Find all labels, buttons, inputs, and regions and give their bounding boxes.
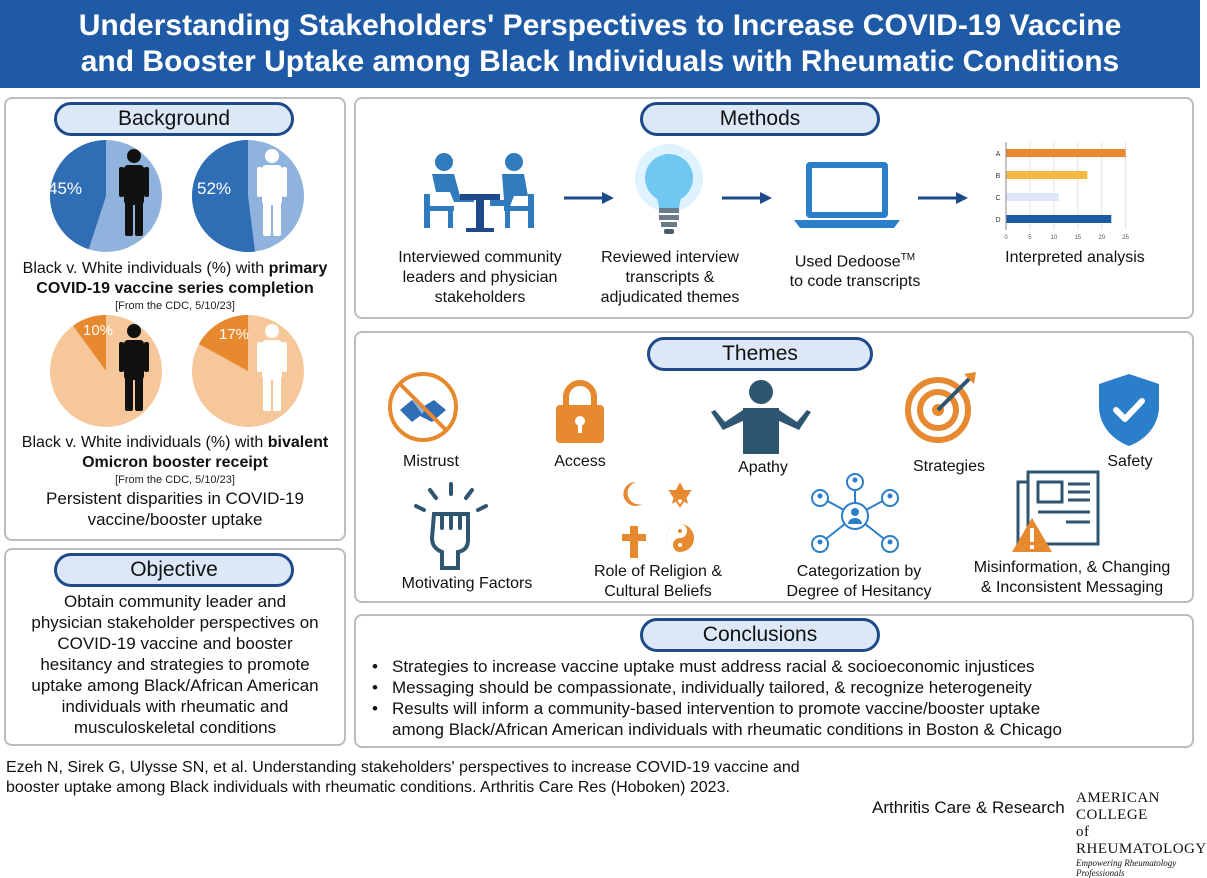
interview-icon xyxy=(416,150,544,232)
booster-source: [From the CDC, 5/10/23] xyxy=(115,474,235,486)
conclusion-item: • Strategies to increase vaccine uptake must address racial & socioeconomic injustices xyxy=(366,656,1186,677)
conclusions-heading: Conclusions xyxy=(640,618,880,652)
title-line-1: Understanding Stakeholders' Perspectives to Increase COVID-19 Vaccine xyxy=(78,9,1122,42)
theme-apathy: Apathy xyxy=(738,459,788,476)
bar xyxy=(1006,149,1126,157)
theme-misinformation: Misinformation, & Changing & Inconsistent Messaging xyxy=(973,559,1171,596)
acr-logo xyxy=(1076,790,1207,878)
acr-logo-line-1: AMERICAN COLLEGE xyxy=(1076,790,1161,823)
booster-caption: Black v. White individuals (%) with bivalent Omicron booster receipt xyxy=(21,434,329,471)
black-booster-pct-label: 10% xyxy=(82,322,114,339)
method-step-dedoose: Used Dedoose™ to code transcripts xyxy=(789,252,921,291)
theme-mistrust: Mistrust xyxy=(403,453,459,470)
category-label: C xyxy=(995,195,1001,202)
citation: Ezeh N, Sirek G, Ulysse SN, et al. Understanding stakeholders' perspectives to increase COVID-19 vaccine and booster uptake among Black individuals with rheumatic conditions. Arthritis Care Res (Hoboken) 2023. xyxy=(6,759,800,796)
theme-religion: Role of Religion & Cultural Beliefs xyxy=(593,563,723,600)
tick-label: 5 xyxy=(1028,235,1032,241)
network-people-icon xyxy=(810,472,900,558)
methods-heading: Methods xyxy=(640,102,880,136)
background-conclusion: Persistent disparities in COVID-19 vaccine/booster uptake xyxy=(46,489,304,529)
analysis-bar-chart-icon xyxy=(986,138,1146,241)
acr-logo-tagline: Empowering Rheumatology Professionals xyxy=(1076,858,1177,878)
method-step-analysis: Interpreted analysis xyxy=(1005,249,1145,266)
primary-source: [From the CDC, 5/10/23] xyxy=(115,300,235,312)
lock-icon xyxy=(552,377,608,445)
arrow-icon xyxy=(918,190,968,206)
laptop-icon xyxy=(792,160,902,230)
raised-fist-icon xyxy=(408,480,494,570)
objective-heading: Objective xyxy=(54,553,294,587)
category-label: B xyxy=(995,173,1001,180)
black-booster-pie xyxy=(50,315,162,427)
conclusion-item: • Messaging should be compassionate, individually tailored, & recognize heterogeneity xyxy=(366,677,1186,698)
white-primary-pct-label: 52% xyxy=(196,179,232,198)
tick-label: 0 xyxy=(1004,235,1008,241)
category-label: A xyxy=(995,151,1001,158)
tick-label: 10 xyxy=(1050,235,1058,241)
white-booster-pct-label: 17% xyxy=(218,326,250,343)
lightbulb-icon xyxy=(634,140,704,240)
theme-strategies: Strategies xyxy=(912,458,986,475)
mistrust-icon xyxy=(386,370,460,444)
conclusions-list xyxy=(366,656,1186,740)
arrow-icon xyxy=(722,190,772,206)
arrow-icon xyxy=(564,190,614,206)
bar xyxy=(1006,193,1059,201)
bar xyxy=(1006,215,1111,223)
theme-access: Access xyxy=(554,453,606,470)
category-label: D xyxy=(995,217,1001,224)
target-icon xyxy=(904,370,980,446)
shield-check-icon xyxy=(1096,372,1162,448)
tick-label: 25 xyxy=(1122,235,1129,241)
booster-pies xyxy=(10,313,340,431)
journal-name: Arthritis Care & Research xyxy=(872,798,1065,817)
tick-label: 15 xyxy=(1074,235,1082,241)
title-banner xyxy=(0,0,1200,88)
primary-series-pies xyxy=(10,138,340,256)
acr-logo-line-2: of RHEUMATOLOGY xyxy=(1076,824,1207,857)
method-step-interview: Interviewed community leaders and physician stakeholders xyxy=(398,249,562,306)
title-line-2: and Booster Uptake among Black Individuals with Rheumatic Conditions xyxy=(80,45,1120,78)
theme-categorization: Categorization by Degree of Hesitancy xyxy=(786,563,932,600)
white-booster-pie xyxy=(192,315,304,427)
primary-caption: Black v. White individuals (%) with primary COVID-19 vaccine series completion xyxy=(22,260,328,297)
tick-label: 20 xyxy=(1098,235,1106,241)
shrug-person-icon xyxy=(713,378,809,456)
background-heading: Background xyxy=(54,102,294,136)
bar xyxy=(1006,171,1087,179)
black-primary-pct-label: 45% xyxy=(47,179,83,198)
white-primary-pie xyxy=(192,140,304,252)
themes-heading: Themes xyxy=(647,337,873,371)
black-primary-pie xyxy=(48,140,162,252)
religion-symbols-icon xyxy=(614,478,704,562)
conclusion-item: • Results will inform a community-based intervention to promote vaccine/booster uptake among Black/African American individuals with rheumatic conditions in Boston & Chicago xyxy=(366,698,1186,740)
theme-motivating-factors: Motivating Factors xyxy=(401,575,533,592)
objective-text: Obtain community leader and physician stakeholder perspectives on COVID-19 vaccine and booster hesitancy and strategies to promote uptake among Black/African American individuals with rheumatic and musculoskeletal conditions xyxy=(31,592,319,737)
newspaper-warning-icon xyxy=(1010,468,1110,556)
method-step-review: Reviewed interview transcripts & adjudicated themes xyxy=(600,249,740,306)
theme-safety: Safety xyxy=(1107,453,1153,470)
